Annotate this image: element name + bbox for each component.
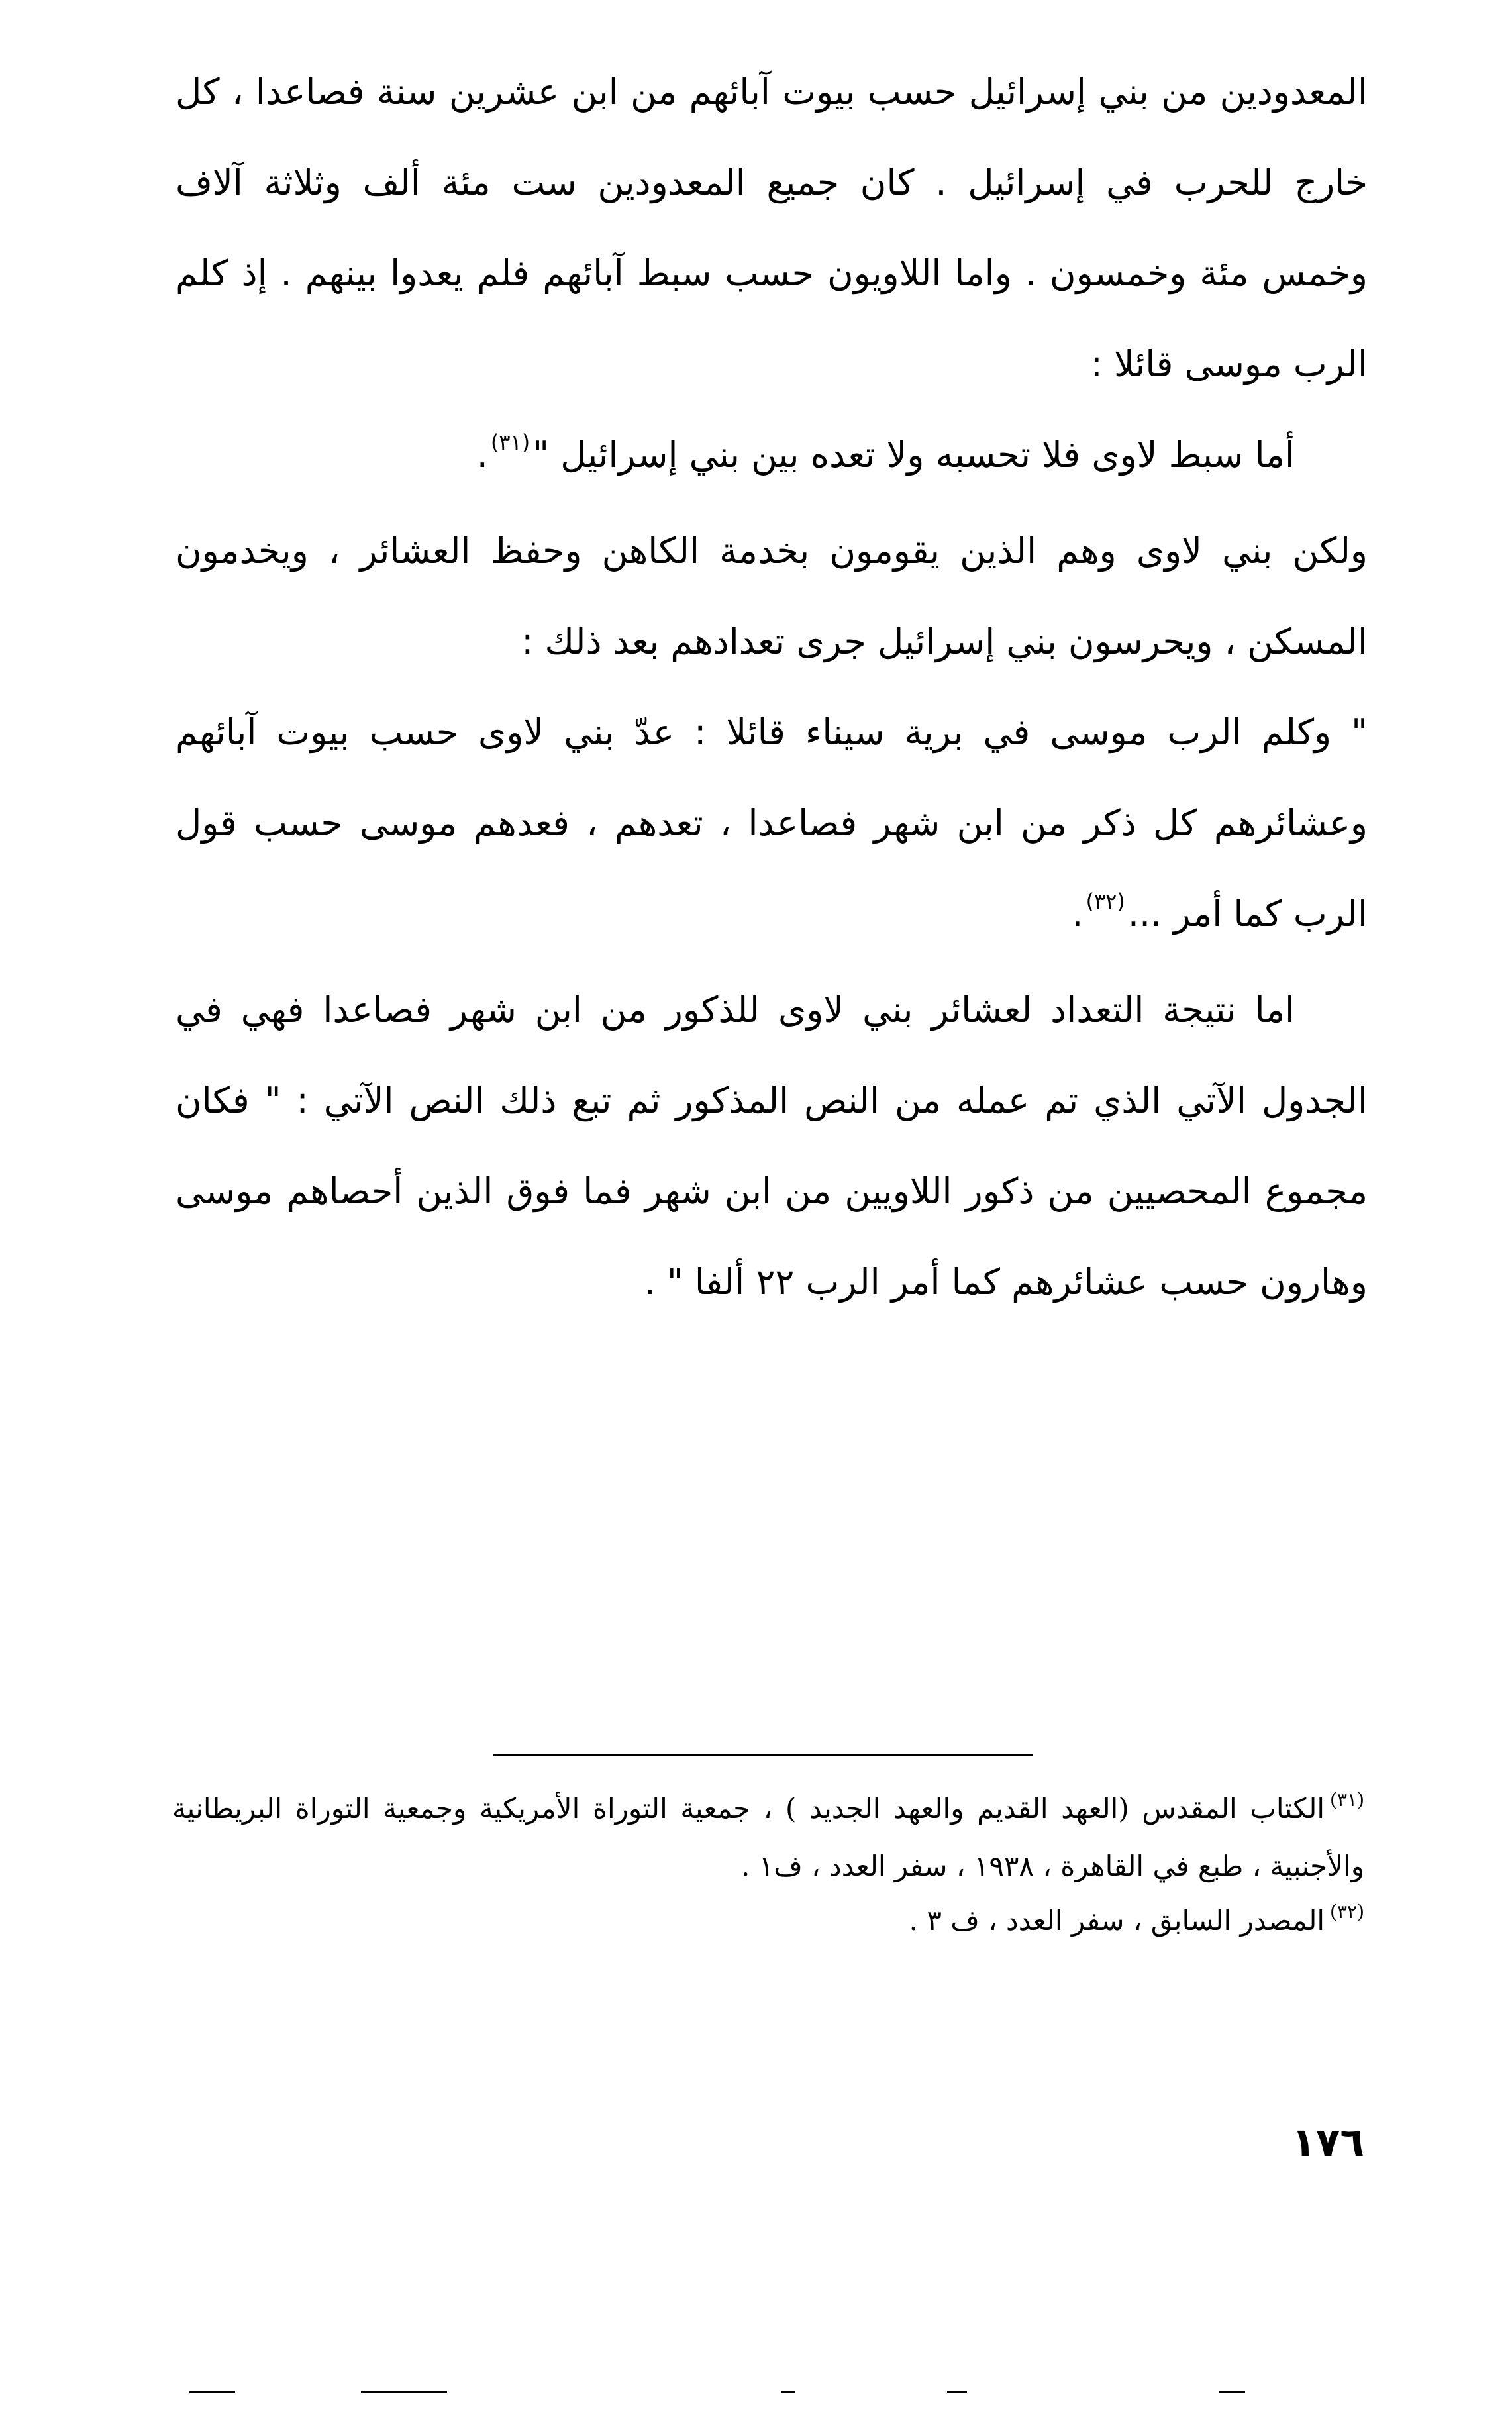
paragraph-4-tail: .	[1072, 893, 1084, 935]
footnote-32	[172, 1894, 1364, 1951]
paragraph-2-text: أما سبط لاوى فلا تحسبه ولا تعده بين بني إسرائيل "	[532, 434, 1295, 476]
scan-mark	[947, 2391, 967, 2393]
footnote-ref-32: (٣٢)	[1085, 889, 1125, 914]
paragraph-1	[176, 46, 1368, 409]
scan-mark	[1219, 2391, 1245, 2393]
body-text	[176, 46, 1368, 1327]
footnote-31-number: (٣١)	[1330, 1789, 1364, 1811]
scan-mark	[361, 2391, 447, 2393]
paragraph-2-tail: .	[476, 434, 488, 476]
footnote-32-text: المصدر السابق ، سفر العدد ، ف ٣ .	[909, 1904, 1325, 1937]
footnote-32-number: (٣٢)	[1330, 1901, 1364, 1923]
footnotes	[172, 1782, 1364, 1951]
paragraph-5-text: اما نتيجة التعداد لعشائر بني لاوى للذكور من ابن شهر فصاعدا فهي في الجدول الآتي الذي تم عمله من النص المذكور ثم تبع ذلك النص الآتي : " فكان مجموع المحصيين من ذكور اللاويين من ابن شهر فما فوق الذين أحصاهم موسى وهارون حسب عشائرهم كما أمر الرب ٢٢ ألفا " .	[176, 989, 1368, 1303]
paragraph-1-text: المعدودين من بني إسرائيل حسب بيوت آبائهم من ابن عشرين سنة فصاعدا ، كل خارج للحرب في إسرائيل . كان جميع المعدودين ست مئة ألف وثلاثة آلاف وخمس مئة وخمسون . واما اللاويون حسب سبط آبائهم فلم يعدوا بينهم . إذ كلم الرب موسى قائلا :	[176, 71, 1368, 385]
paragraph-3	[176, 505, 1368, 687]
footnote-31-text: الكتاب المقدس (العهد القديم والعهد الجديد ) ، جمعية التوراة الأمريكية وجمعية التوراة البريطانية والأجنبية ، طبع في القاهرة ، ١٩٣٨ ، سفر العدد ، ف١ .	[172, 1792, 1364, 1882]
scan-mark	[781, 2391, 795, 2393]
paragraph-4-text: " وكلم الرب موسى في برية سيناء قائلا : عدّ بني لاوى حسب بيوت آبائهم وعشائرهم كل ذكر من ابن شهر فصاعدا ، تعدهم ، فعدهم موسى حسب قول الرب كما أمر ...	[176, 711, 1368, 935]
paragraph-5	[176, 964, 1368, 1327]
footnote-31	[172, 1782, 1364, 1894]
footnote-divider	[493, 1754, 1033, 1756]
paragraph-3-text: ولكن بني لاوى وهم الذين يقومون بخدمة الكاهن وحفظ العشائر ، ويخدمون المسكن ، ويحرسون بني إسرائيل جرى تعدادهم بعد ذلك :	[176, 530, 1368, 662]
paragraph-2	[176, 409, 1368, 505]
page-number: ١٧٦	[1291, 2119, 1364, 2166]
scan-edge-marks	[0, 2391, 1512, 2398]
paragraph-4	[176, 687, 1368, 964]
scan-mark	[189, 2391, 235, 2393]
footnote-ref-31: (٣١)	[490, 430, 530, 455]
